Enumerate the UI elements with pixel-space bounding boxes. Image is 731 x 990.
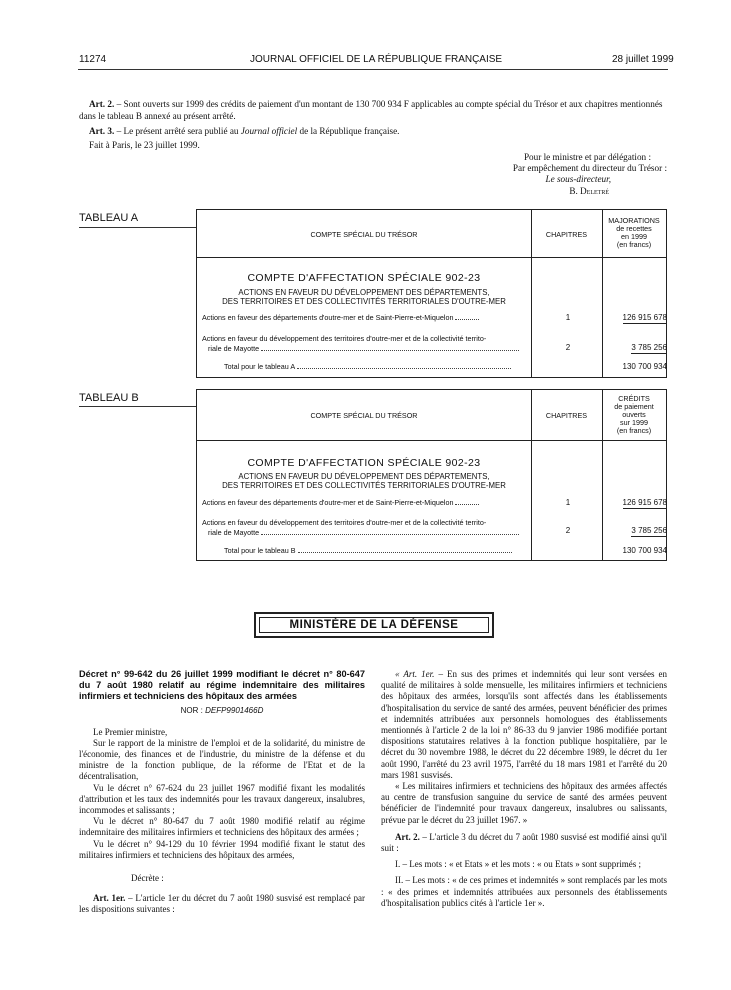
row-chapter: 1 bbox=[565, 498, 571, 507]
table-row bbox=[202, 518, 530, 537]
account-subtitle-2: DES TERRITOIRES ET DES COLLECTIVITÉS TERRITORIALES D'OUTRE-MER bbox=[222, 481, 506, 490]
decree-title: Décret n° 99-642 du 26 juillet 1999 modifiant le décret n° 80-647 du 7 août 1980 relatif au régime indemnitaire des militaires infirmiers et techniciens des hôpitaux des armées bbox=[79, 669, 365, 701]
article-3-label: Art. 3. bbox=[89, 126, 115, 136]
row-label: Actions en faveur du développement des territoires d'outre-mer et de la collectivité territo- bbox=[202, 518, 487, 527]
col-amount-line: en 1999 bbox=[621, 232, 647, 241]
col-compte-header: COMPTE SPÉCIAL DU TRÉSOR bbox=[310, 411, 418, 420]
ministry-heading-box bbox=[254, 612, 494, 638]
article-3 bbox=[89, 126, 667, 138]
col-amount-line: de paiement bbox=[614, 402, 654, 411]
decree-p1: Le Premier ministre, bbox=[93, 726, 168, 737]
decree-p2: Sur le rapport de la ministre de l'emploi et de la solidarité, du ministre de l'économie, des finances et de l'industrie, du ministre de la défense et du ministre de la fonction publique, de la réforme de l'Etat et de la décentralisation, bbox=[79, 737, 365, 782]
item-ii: II. – Les mots : « de ces primes et indemnités » sont remplacés par les mots : « des primes et indemnités attribuées aux personnels des établissements d'hospitalisation publics cités à l'article 1er ». bbox=[381, 875, 667, 908]
decrete: Décrète : bbox=[131, 873, 164, 884]
quoted-art1-label: « Art. 1er. bbox=[395, 669, 435, 679]
tableau-b-label: TABLEAU B bbox=[79, 392, 139, 404]
col-amount-line: ouverts bbox=[622, 410, 646, 419]
article-2 bbox=[79, 99, 667, 122]
col-amount-line: MAJORATIONS bbox=[608, 216, 660, 225]
quoted-art1-text: – En sus des primes et indemnités qui leur sont versées en qualité de militaires à solde mensuelle, les militaires infirmiers et techniciens des hôpitaux des armées, lorsqu'ils sont affectés dans les établissements d'hospitalisation du service de santé des armées, peuvent bénéficier des primes et indemnités attribuées aux personnels homologues des établissements mentionnés à l'article 2 de la loi n° 86-33 du 9 janvier 1986 modifiée portant dispositions statutaires relatives à la fonction publique hospitalière, par le décret du 30 novembre 1988, le décret du 22 décembre 1989, le décret du 1er août 1990, l'arrêté du 23 avril 1975, l'arrêté du 18 mars 1981 et l'arrêté du 20 mars 1981 susvisés. bbox=[381, 669, 667, 780]
tableau-a-rule bbox=[79, 227, 196, 228]
col-amount-header bbox=[602, 217, 666, 249]
col-amount-line: (en francs) bbox=[616, 240, 652, 249]
tableau-a-label: TABLEAU A bbox=[79, 212, 139, 224]
header-rule bbox=[78, 69, 668, 70]
row-amount: 126 915 678 bbox=[622, 498, 667, 507]
account-subtitle-1: ACTIONS EN FAVEUR DU DÉVELOPPEMENT DES DÉPARTEMENTS, bbox=[238, 288, 490, 297]
col-amount-line: (en francs) bbox=[616, 426, 652, 435]
decree-p4: Vu le décret n° 80-647 du 7 août 1980 modifié relatif au régime indemnitaire des militaires infirmiers et techniciens des hôpitaux des armées ; bbox=[79, 816, 365, 838]
article-2-label: Art. 2. bbox=[89, 99, 115, 109]
decree-art1-text: – L'article 1er du décret du 7 août 1980 susvisé est remplacé par les dispositions suivantes : bbox=[79, 893, 365, 915]
row-label-cont: riale de Mayotte bbox=[208, 343, 260, 353]
art2-label: Art. 2. bbox=[395, 831, 420, 842]
article-3-text-b: de la République française. bbox=[297, 126, 400, 136]
decree-art1-label: Art. 1er. bbox=[93, 893, 126, 904]
left-column bbox=[79, 669, 365, 916]
account-subtitle-2: DES TERRITOIRES ET DES COLLECTIVITÉS TERRITORIALES D'OUTRE-MER bbox=[222, 297, 506, 306]
tableau-b-rule bbox=[79, 406, 196, 407]
total-label: Total pour le tableau A bbox=[224, 362, 295, 371]
row-label-cont: riale de Mayotte bbox=[208, 527, 260, 537]
col-amount-header bbox=[602, 395, 666, 435]
total-amount: 130 700 934 bbox=[622, 546, 667, 555]
col-compte-header: COMPTE SPÉCIAL DU TRÉSOR bbox=[310, 230, 418, 239]
signature-line-4: B. Deletré bbox=[569, 185, 609, 196]
col-amount-line: CRÉDITS bbox=[618, 394, 650, 403]
decree-p5: Vu le décret n° 94-129 du 10 février 1994 modifié fixant le statut des militaires infirmiers et techniciens des hôpitaux des armées, bbox=[79, 838, 365, 860]
row-amount: 3 785 256 bbox=[631, 526, 667, 535]
quoted-para-2: « Les militaires infirmiers et techniciens des hôpitaux des armées affectés au centre de transfusion sanguine du service de santé des armées peuvent bénéficier de l'indemnité pour travaux dangereux, insalubres ou salissants, prévue par le décret du 23 juillet 1967. » bbox=[381, 781, 667, 825]
right-column bbox=[381, 669, 667, 909]
table-row bbox=[202, 334, 530, 353]
col-chapitres-header: CHAPITRES bbox=[545, 230, 588, 239]
col-amount-line: sur 1999 bbox=[620, 418, 648, 427]
total-label: Total pour le tableau B bbox=[224, 546, 296, 555]
row-amount: 126 915 678 bbox=[622, 313, 667, 322]
account-title: COMPTE D'AFFECTATION SPÉCIALE 902-23 bbox=[247, 457, 481, 469]
row-amount: 3 785 256 bbox=[631, 343, 667, 352]
row-label: Actions en faveur des départements d'outre-mer et de Saint-Pierre-et-Miquelon bbox=[202, 498, 454, 507]
issue-date: 28 juillet 1999 bbox=[612, 54, 674, 65]
total-row bbox=[224, 362, 530, 372]
item-i: I. – Les mots : « et Etats » et les mots : « ou Etats » sont supprimés ; bbox=[395, 859, 641, 870]
account-subtitle-1: ACTIONS EN FAVEUR DU DÉVELOPPEMENT DES DÉPARTEMENTS, bbox=[238, 472, 490, 481]
nor-code: DEFP9901466D bbox=[205, 706, 264, 716]
signature-block bbox=[400, 152, 667, 197]
nor-line bbox=[79, 705, 365, 716]
row-chapter: 2 bbox=[565, 343, 571, 352]
nor-label: NOR : bbox=[180, 706, 206, 716]
fait-a-paris: Fait à Paris, le 23 juillet 1999. bbox=[89, 140, 200, 150]
table-row bbox=[202, 498, 530, 508]
row-label: Actions en faveur du développement des territoires d'outre-mer et de la collectivité territo- bbox=[202, 334, 487, 343]
table-row bbox=[202, 313, 530, 323]
row-chapter: 2 bbox=[565, 526, 571, 535]
article-2-text: – Sont ouverts sur 1999 des crédits de paiement d'un montant de 130 700 934 F applicables au compte spécial du Trésor et aux chapitres mentionnés dans le tableau B annexé au présent arrêté. bbox=[79, 99, 663, 121]
decree-p3: Vu le décret n° 67-624 du 23 juillet 1967 modifié fixant les modalités d'attribution et les taux des indemnités pour les travaux dangereux, insalubres, incommodes et salissants ; bbox=[79, 782, 365, 816]
ministry-heading: MINISTÈRE DE LA DÉFENSE bbox=[259, 617, 489, 633]
article-3-text-a: – Le présent arrêté sera publié au bbox=[114, 126, 241, 136]
total-amount: 130 700 934 bbox=[622, 362, 667, 371]
signature-line-1: Pour le ministre et par délégation : bbox=[523, 152, 651, 162]
journal-title: JOURNAL OFFICIEL DE LA RÉPUBLIQUE FRANÇAISE bbox=[250, 54, 503, 65]
tableau-a bbox=[196, 209, 667, 378]
account-title: COMPTE D'AFFECTATION SPÉCIALE 902-23 bbox=[247, 272, 481, 284]
col-amount-line: de recettes bbox=[616, 224, 652, 233]
tableau-b bbox=[196, 389, 667, 561]
row-label: Actions en faveur des départements d'outre-mer et de Saint-Pierre-et-Miquelon bbox=[202, 313, 454, 322]
col-chapitres-header: CHAPITRES bbox=[545, 411, 588, 420]
page-number: 11274 bbox=[79, 54, 107, 65]
signature-line-2: Par empêchement du directeur du Trésor : bbox=[512, 163, 667, 174]
art2-text: – L'article 3 du décret du 7 août 1980 susvisé est modifié ainsi qu'il suit : bbox=[381, 831, 667, 854]
signature-line-3: Le sous-directeur, bbox=[545, 174, 611, 185]
row-chapter: 1 bbox=[565, 313, 571, 322]
total-row bbox=[224, 546, 530, 556]
article-3-journal: Journal officiel bbox=[240, 126, 298, 136]
